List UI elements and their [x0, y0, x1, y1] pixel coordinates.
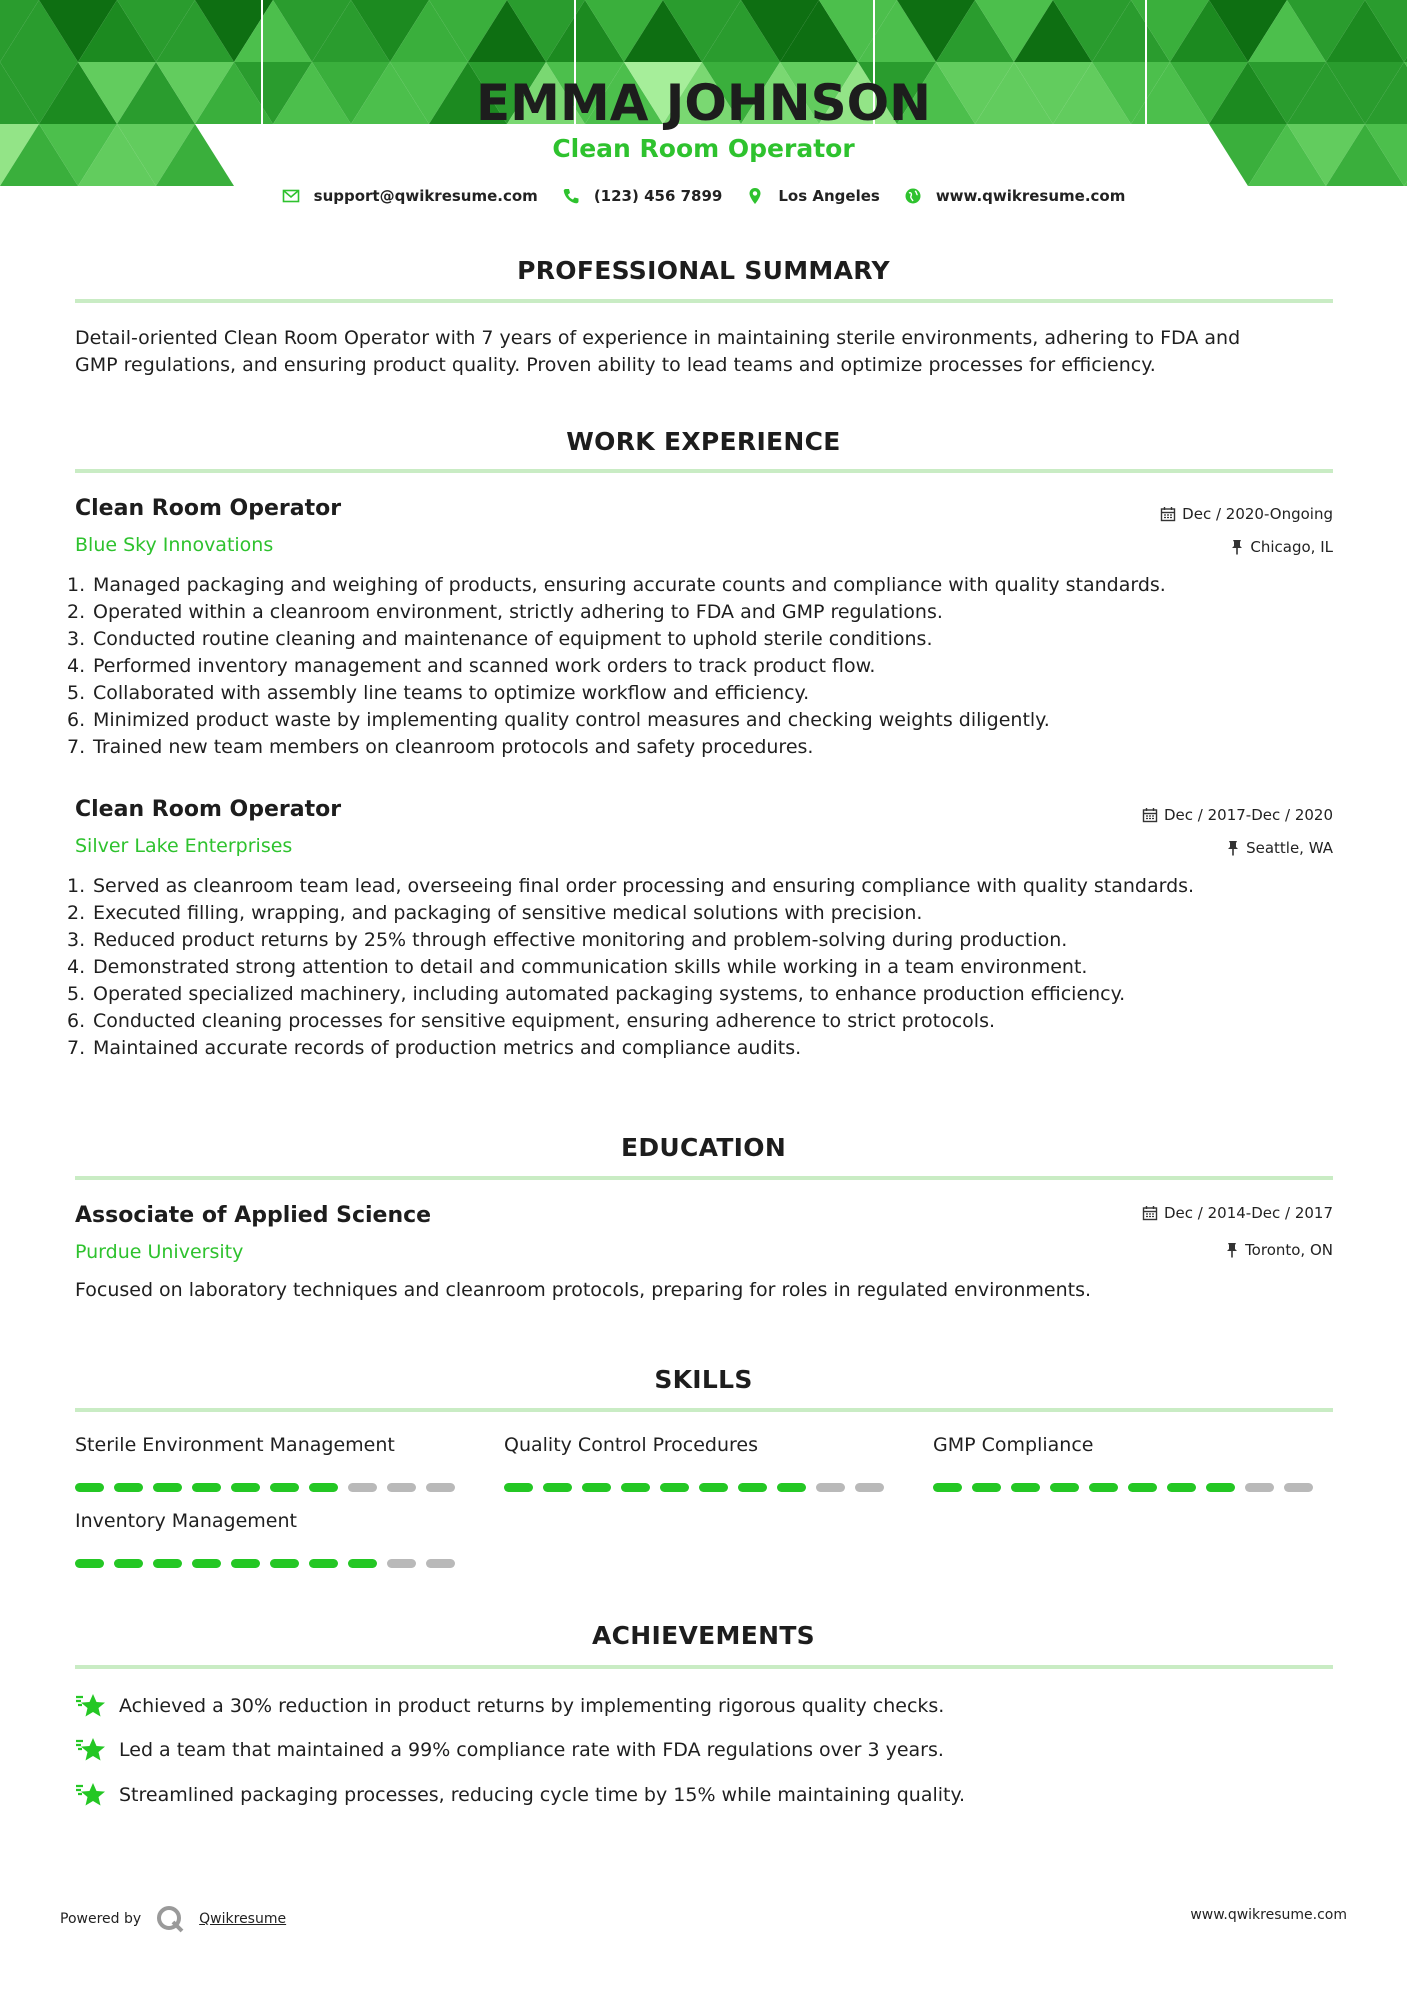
- job-title: Clean Room Operator: [75, 797, 342, 822]
- skill-segment-filled: [621, 1483, 650, 1492]
- footer-url[interactable]: www.qwikresume.com: [1190, 1907, 1347, 1923]
- list-item: 2. Executed filling, wrapping, and packaging of sensitive medical solutions with precision.: [67, 900, 1337, 927]
- skill-level-bar: [75, 1559, 455, 1568]
- list-item: 7. Trained new team members on cleanroom protocols and safety procedures.: [67, 734, 1337, 761]
- skills-heading: SKILLS: [654, 1365, 753, 1394]
- candidate-name: EMMA JOHNSON: [476, 74, 931, 132]
- skill-segment-filled: [777, 1483, 806, 1492]
- skill-segment-filled: [1089, 1483, 1118, 1492]
- skill-segment-empty: [387, 1559, 416, 1568]
- contact-email[interactable]: [282, 187, 538, 205]
- summary-divider: [75, 299, 1333, 303]
- bullet-text: Operated specialized machinery, including automated packaging systems, to enhance production efficiency.: [93, 983, 1126, 1005]
- qwikresume-link[interactable]: Qwikresume: [199, 1911, 287, 1927]
- skill-segment-filled: [309, 1483, 338, 1492]
- education-divider: [75, 1176, 1333, 1180]
- job-location-text: Seattle, WA: [1246, 839, 1333, 857]
- skill-segment-filled: [933, 1483, 962, 1492]
- skill-segment-filled: [114, 1559, 143, 1568]
- contact-bar: [0, 187, 1407, 205]
- job-location: [1226, 839, 1333, 857]
- skill-segment-empty: [816, 1483, 845, 1492]
- achievements-heading: ACHIEVEMENTS: [592, 1621, 815, 1650]
- job-dates: [1160, 505, 1333, 523]
- bullet-text: Demonstrated strong attention to detail and communication skills while working in a team environment.: [93, 956, 1088, 978]
- skills-divider: [75, 1408, 1333, 1412]
- candidate-title: Clean Room Operator: [552, 134, 855, 163]
- bullet-text: Managed packaging and weighing of products, ensuring accurate counts and compliance with quality standards.: [93, 574, 1166, 596]
- contact-location-text: Los Angeles: [778, 187, 880, 205]
- education-degree: Associate of Applied Science: [75, 1203, 432, 1228]
- contact-website-text: www.qwikresume.com: [935, 187, 1126, 205]
- list-item: 6. Conducted cleaning processes for sensitive equipment, ensuring adherence to strict protocols.: [67, 1008, 1337, 1035]
- skill-segment-filled: [660, 1483, 689, 1492]
- list-item: 7. Maintained accurate records of production metrics and compliance audits.: [67, 1035, 1337, 1062]
- job-company: Blue Sky Innovations: [75, 534, 274, 556]
- job-location-text: Chicago, IL: [1250, 538, 1333, 556]
- education-dates: [1142, 1204, 1333, 1222]
- skill-segment-filled: [1128, 1483, 1157, 1492]
- bullet-text: Operated within a cleanroom environment, strictly adhering to FDA and GMP regulations.: [93, 601, 943, 623]
- achievement-text: Streamlined packaging processes, reducing cycle time by 15% while maintaining quality.: [119, 1784, 966, 1806]
- skill-segment-filled: [270, 1559, 299, 1568]
- bullet-text: Conducted cleaning processes for sensitive equipment, ensuring adherence to strict protocols.: [93, 1010, 996, 1032]
- skill-name: GMP Compliance: [933, 1434, 1094, 1456]
- achievements-divider: [75, 1665, 1333, 1669]
- list-item: 4. Performed inventory management and scanned work orders to track product flow.: [67, 653, 1337, 680]
- education-dates-text: Dec / 2014-Dec / 2017: [1164, 1204, 1333, 1222]
- skill-segment-filled: [582, 1483, 611, 1492]
- skill-segment-filled: [1050, 1483, 1079, 1492]
- job-bullets: [67, 572, 1337, 761]
- skill-segment-filled: [231, 1483, 260, 1492]
- footer-powered-by: [60, 1904, 286, 1934]
- skill-segment-filled: [231, 1559, 260, 1568]
- bullet-text: Collaborated with assembly line teams to optimize workflow and efficiency.: [93, 682, 810, 704]
- globe-icon: [904, 187, 922, 205]
- skill-segment-empty: [426, 1483, 455, 1492]
- achievement-item: [75, 1691, 944, 1721]
- bullet-text: Executed filling, wrapping, and packaging of sensitive medical solutions with precision.: [93, 902, 923, 924]
- star-icon: [75, 1735, 107, 1765]
- list-item: 1. Managed packaging and weighing of products, ensuring accurate counts and compliance with quality standards.: [67, 572, 1337, 599]
- skill-level-bar: [933, 1483, 1313, 1492]
- pushpin-icon: [1225, 1242, 1239, 1258]
- skill-segment-filled: [504, 1483, 533, 1492]
- skill-name: Inventory Management: [75, 1510, 297, 1532]
- pushpin-icon: [1230, 539, 1244, 555]
- skill-segment-filled: [972, 1483, 1001, 1492]
- envelope-icon: [282, 187, 300, 205]
- education-school: Purdue University: [75, 1241, 244, 1263]
- powered-by-label: Powered by: [60, 1911, 142, 1927]
- calendar-icon: [1142, 807, 1158, 823]
- skill-level-bar: [75, 1483, 455, 1492]
- education-location-text: Toronto, ON: [1245, 1241, 1333, 1259]
- summary-line: Detail-oriented Clean Room Operator with 7 years of experience in maintaining sterile environments, adhering to FDA and: [75, 327, 1241, 349]
- skill-segment-filled: [543, 1483, 572, 1492]
- bullet-text: Maintained accurate records of production metrics and compliance audits.: [93, 1037, 802, 1059]
- skill-segment-filled: [192, 1559, 221, 1568]
- list-item: 2. Operated within a cleanroom environment, strictly adhering to FDA and GMP regulations.: [67, 599, 1337, 626]
- skill-segment-filled: [114, 1483, 143, 1492]
- skill-segment-empty: [348, 1483, 377, 1492]
- skill-segment-filled: [1167, 1483, 1196, 1492]
- contact-email-text: support@qwikresume.com: [313, 187, 538, 205]
- skill-segment-filled: [1011, 1483, 1040, 1492]
- list-item: 6. Minimized product waste by implementing quality control measures and checking weights diligently.: [67, 707, 1337, 734]
- skill-segment-filled: [348, 1559, 377, 1568]
- skill-segment-empty: [1284, 1483, 1313, 1492]
- list-item: 1. Served as cleanroom team lead, overseeing final order processing and ensuring compliance with quality standards.: [67, 873, 1337, 900]
- job-bullets: [67, 873, 1337, 1062]
- skill-segment-filled: [270, 1483, 299, 1492]
- contact-location: [746, 187, 879, 205]
- summary-heading: PROFESSIONAL SUMMARY: [517, 256, 890, 285]
- achievement-text: Led a team that maintained a 99% compliance rate with FDA regulations over 3 years.: [119, 1739, 944, 1761]
- skill-level-bar: [504, 1483, 884, 1492]
- skill-segment-filled: [1206, 1483, 1235, 1492]
- education-heading: EDUCATION: [620, 1133, 787, 1162]
- pushpin-icon: [1226, 840, 1240, 856]
- skill-segment-filled: [153, 1559, 182, 1568]
- job-location: [1230, 538, 1333, 556]
- contact-phone[interactable]: [562, 187, 723, 205]
- skill-segment-filled: [75, 1483, 104, 1492]
- map-marker-icon: [746, 187, 764, 205]
- qwikresume-logo-icon: [155, 1904, 185, 1934]
- job-title: Clean Room Operator: [75, 496, 342, 521]
- bullet-text: Trained new team members on cleanroom protocols and safety procedures.: [93, 736, 814, 758]
- skill-segment-empty: [387, 1483, 416, 1492]
- job-dates: [1142, 806, 1333, 824]
- summary-line: GMP regulations, and ensuring product quality. Proven ability to lead teams and optimize processes for efficiency.: [75, 354, 1156, 376]
- star-icon: [75, 1780, 107, 1810]
- achievement-item: [75, 1780, 965, 1810]
- bullet-text: Reduced product returns by 25% through effective monitoring and problem-solving during production.: [93, 929, 1068, 951]
- calendar-icon: [1160, 506, 1176, 522]
- experience-divider: [75, 469, 1333, 473]
- star-icon: [75, 1691, 107, 1721]
- job-dates-text: Dec / 2020-Ongoing: [1182, 505, 1333, 523]
- list-item: 5. Operated specialized machinery, including automated packaging systems, to enhance production efficiency.: [67, 981, 1337, 1008]
- phone-icon: [562, 187, 580, 205]
- job-dates-text: Dec / 2017-Dec / 2020: [1164, 806, 1333, 824]
- skill-segment-filled: [738, 1483, 767, 1492]
- bullet-text: Minimized product waste by implementing quality control measures and checking weights diligently.: [93, 709, 1050, 731]
- skill-segment-filled: [699, 1483, 728, 1492]
- skill-name: Quality Control Procedures: [504, 1434, 759, 1456]
- calendar-icon: [1142, 1205, 1158, 1221]
- summary-text: [75, 325, 1335, 379]
- contact-phone-text: (123) 456 7899: [593, 187, 723, 205]
- skill-segment-filled: [153, 1483, 182, 1492]
- achievement-text: Achieved a 30% reduction in product returns by implementing rigorous quality checks.: [119, 1695, 945, 1717]
- achievement-item: [75, 1735, 944, 1765]
- bullet-text: Conducted routine cleaning and maintenance of equipment to uphold sterile conditions.: [93, 628, 933, 650]
- skill-segment-filled: [75, 1559, 104, 1568]
- skill-segment-filled: [309, 1559, 338, 1568]
- education-description: Focused on laboratory techniques and cleanroom protocols, preparing for roles in regulated environments.: [75, 1279, 1092, 1301]
- bullet-text: Performed inventory management and scanned work orders to track product flow.: [93, 655, 876, 677]
- contact-website[interactable]: [904, 187, 1126, 205]
- list-item: 3. Reduced product returns by 25% through effective monitoring and problem-solving during production.: [67, 927, 1337, 954]
- education-location: [1225, 1241, 1333, 1259]
- list-item: 3. Conducted routine cleaning and maintenance of equipment to uphold sterile conditions.: [67, 626, 1337, 653]
- list-item: 5. Collaborated with assembly line teams to optimize workflow and efficiency.: [67, 680, 1337, 707]
- skill-segment-empty: [855, 1483, 884, 1492]
- experience-heading: WORK EXPERIENCE: [566, 427, 841, 456]
- skill-name: Sterile Environment Management: [75, 1434, 395, 1456]
- bullet-text: Served as cleanroom team lead, overseeing final order processing and ensuring compliance with quality standards.: [93, 875, 1195, 897]
- job-company: Silver Lake Enterprises: [75, 835, 293, 857]
- list-item: 4. Demonstrated strong attention to detail and communication skills while working in a team environment.: [67, 954, 1337, 981]
- skill-segment-empty: [426, 1559, 455, 1568]
- skill-segment-empty: [1245, 1483, 1274, 1492]
- skill-segment-filled: [192, 1483, 221, 1492]
